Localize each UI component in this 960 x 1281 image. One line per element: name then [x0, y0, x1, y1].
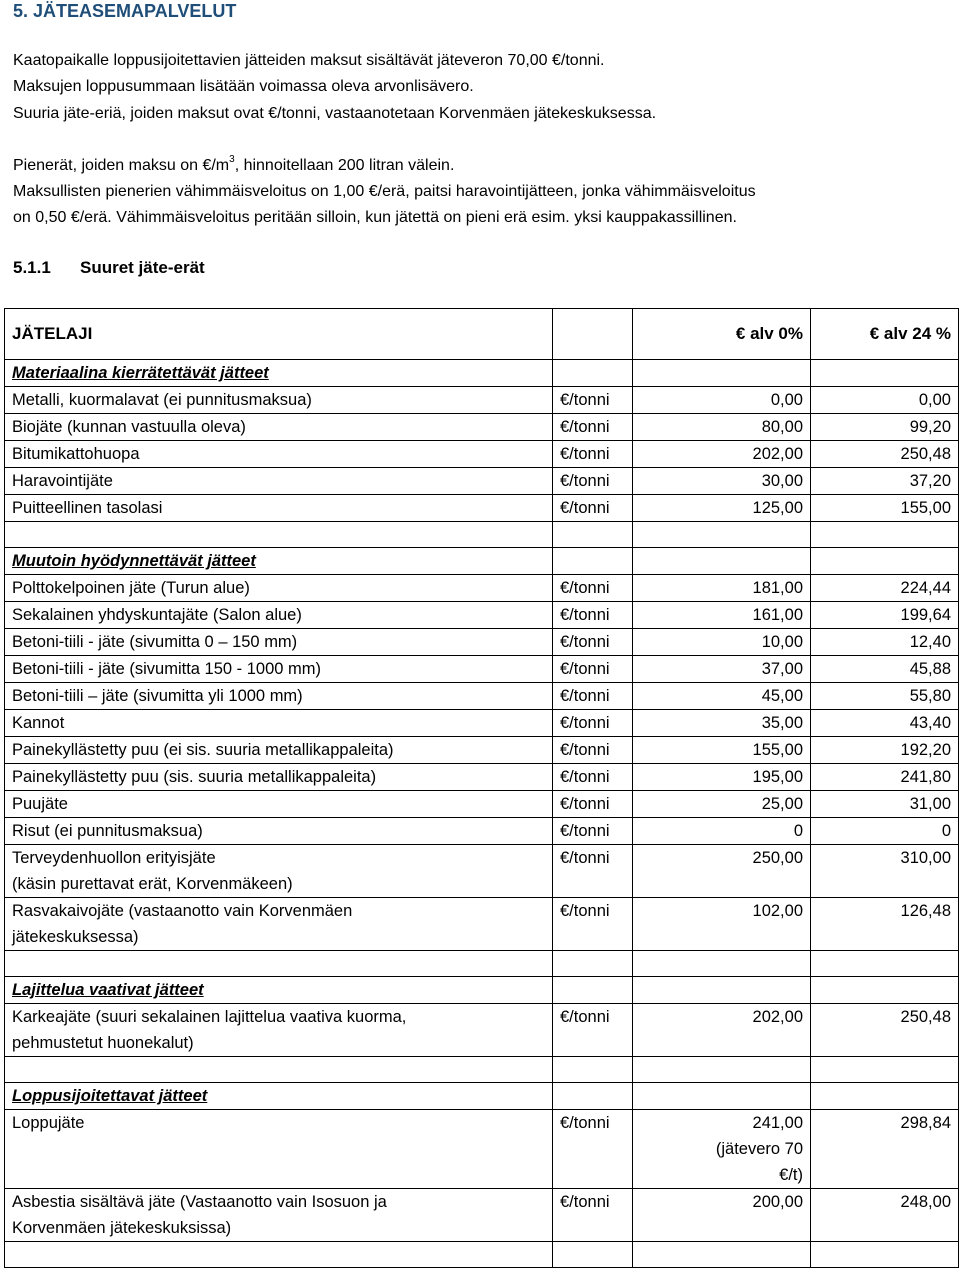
price-alv24-cell	[811, 951, 959, 977]
category-row	[5, 548, 959, 575]
price-alv0-cell: 35,00	[633, 710, 811, 737]
unit-cell	[553, 360, 633, 387]
price-alv24-cell	[811, 360, 959, 387]
waste-type-cell: Rasvakaivojäte (vastaanotto vain Korvenmäen jätekeskuksessa)	[5, 898, 553, 951]
price-alv0-cell: 45,00	[633, 683, 811, 710]
waste-type-cell: Puujäte	[5, 791, 553, 818]
table-row	[5, 683, 959, 710]
table-row	[5, 656, 959, 683]
category-row	[5, 977, 959, 1004]
unit-cell: €/tonni	[553, 1189, 633, 1242]
table-row	[5, 845, 959, 898]
price-alv24-cell: 99,20	[811, 414, 959, 441]
price-alv24-cell: 55,80	[811, 683, 959, 710]
price-alv24-cell: 248,00	[811, 1189, 959, 1242]
waste-type-cell: Metalli, kuormalavat (ei punnitusmaksua)	[5, 387, 553, 414]
unit-cell: €/tonni	[553, 629, 633, 656]
table-row	[5, 414, 959, 441]
subsection-title	[13, 258, 205, 278]
unit-cell: €/tonni	[553, 845, 633, 898]
table-row	[5, 818, 959, 845]
intro-line-2: Maksujen loppusummaan lisätään voimassa oleva arvonlisävero.	[13, 78, 474, 95]
unit-cell: €/tonni	[553, 575, 633, 602]
unit-cell: €/tonni	[553, 737, 633, 764]
header-alv0: € alv 0%	[633, 309, 811, 360]
unit-cell: €/tonni	[553, 656, 633, 683]
section-title: 5. JÄTEASEMAPALVELUT	[13, 1, 237, 21]
price-alv24-cell: 155,00	[811, 495, 959, 522]
waste-type-cell	[5, 1242, 553, 1268]
blank-row	[5, 951, 959, 977]
table-row	[5, 764, 959, 791]
table-row	[5, 602, 959, 629]
header-jatelaji: JÄTELAJI	[5, 309, 553, 360]
price-alv24-cell: 0	[811, 818, 959, 845]
intro-line-4	[13, 156, 454, 176]
unit-cell: €/tonni	[553, 468, 633, 495]
header-alv24: € alv 24 %	[811, 309, 959, 360]
table-header-row	[5, 309, 959, 360]
price-alv24-cell	[811, 977, 959, 1004]
waste-type-cell: Polttokelpoinen jäte (Turun alue)	[5, 575, 553, 602]
price-table	[4, 308, 959, 1268]
price-alv0-cell: 80,00	[633, 414, 811, 441]
unit-cell: €/tonni	[553, 441, 633, 468]
waste-type-cell: Haravointijäte	[5, 468, 553, 495]
price-alv24-cell: 31,00	[811, 791, 959, 818]
waste-type-cell: Betoni-tiili - jäte (sivumitta 0 – 150 mm)	[5, 629, 553, 656]
price-alv0-cell: 195,00	[633, 764, 811, 791]
header-unit	[553, 309, 633, 360]
price-alv24-cell: 250,48	[811, 441, 959, 468]
blank-row	[5, 1242, 959, 1268]
unit-cell: €/tonni	[553, 710, 633, 737]
waste-type-cell	[5, 951, 553, 977]
waste-type-cell: Painekyllästetty puu (sis. suuria metallikappaleita)	[5, 764, 553, 791]
unit-cell: €/tonni	[553, 898, 633, 951]
price-alv0-cell	[633, 977, 811, 1004]
category-name: Muutoin hyödynnettävät jätteet	[5, 548, 553, 575]
table-body	[5, 360, 959, 1268]
table-row	[5, 737, 959, 764]
table-row	[5, 468, 959, 495]
unit-cell	[553, 1057, 633, 1083]
price-alv24-cell	[811, 1083, 959, 1110]
category-name: Loppusijoitettavat jätteet	[5, 1083, 553, 1110]
table-row	[5, 1189, 959, 1242]
price-alv0-cell: 161,00	[633, 602, 811, 629]
price-alv0-cell: 10,00	[633, 629, 811, 656]
table-row	[5, 441, 959, 468]
intro-line-6: on 0,50 €/erä. Vähimmäisveloitus peritään silloin, kun jätettä on pieni erä esim. yksi kauppakassillinen.	[13, 209, 737, 226]
waste-type-cell: Loppujäte	[5, 1110, 553, 1189]
price-alv0-cell: 0	[633, 818, 811, 845]
table-row	[5, 898, 959, 951]
waste-type-cell: Terveydenhuollon erityisjäte (käsin purettavat erät, Korvenmäkeen)	[5, 845, 553, 898]
waste-type-cell: Bitumikattohuopa	[5, 441, 553, 468]
price-alv24-cell: 199,64	[811, 602, 959, 629]
intro-line-1: Kaatopaikalle loppusijoitettavien jätteiden maksut sisältävät jäteveron 70,00 €/tonni.	[13, 52, 605, 69]
price-alv0-cell: 102,00	[633, 898, 811, 951]
price-alv0-cell	[633, 522, 811, 548]
waste-type-cell: Sekalainen yhdyskuntajäte (Salon alue)	[5, 602, 553, 629]
waste-type-cell: Betoni-tiili - jäte (sivumitta 150 - 1000 mm)	[5, 656, 553, 683]
unit-cell	[553, 1083, 633, 1110]
unit-cell	[553, 1242, 633, 1268]
unit-cell: €/tonni	[553, 602, 633, 629]
waste-type-cell: Risut (ei punnitusmaksua)	[5, 818, 553, 845]
subsection-label: Suuret jäte-erät	[80, 258, 205, 277]
table-row	[5, 710, 959, 737]
price-alv24-cell: 126,48	[811, 898, 959, 951]
unit-cell: €/tonni	[553, 791, 633, 818]
price-alv0-cell: 0,00	[633, 387, 811, 414]
waste-type-cell: Betoni-tiili – jäte (sivumitta yli 1000 mm)	[5, 683, 553, 710]
superscript-3: 3	[229, 154, 235, 165]
price-alv24-cell	[811, 1057, 959, 1083]
price-alv24-cell: 37,20	[811, 468, 959, 495]
table-row	[5, 629, 959, 656]
price-alv0-cell: 30,00	[633, 468, 811, 495]
category-row	[5, 1083, 959, 1110]
price-alv24-cell: 224,44	[811, 575, 959, 602]
price-alv24-cell	[811, 522, 959, 548]
table-row	[5, 495, 959, 522]
price-alv0-cell: 155,00	[633, 737, 811, 764]
intro-line-3: Suuria jäte-eriä, joiden maksut ovat €/tonni, vastaanotetaan Korvenmäen jätekeskuksessa.	[13, 105, 657, 122]
price-alv0-cell	[633, 548, 811, 575]
price-alv0-cell: 200,00	[633, 1189, 811, 1242]
price-alv0-cell	[633, 951, 811, 977]
price-alv0-cell: 181,00	[633, 575, 811, 602]
unit-cell: €/tonni	[553, 387, 633, 414]
table-row	[5, 575, 959, 602]
table-row	[5, 791, 959, 818]
intro-line-4-text: Pienerät, joiden maksu on €/m	[13, 157, 230, 174]
waste-type-cell: Kannot	[5, 710, 553, 737]
unit-cell	[553, 522, 633, 548]
waste-type-cell: Painekyllästetty puu (ei sis. suuria metallikappaleita)	[5, 737, 553, 764]
intro-line-4-rest: , hinnoitellaan 200 litran välein.	[234, 157, 455, 174]
unit-cell: €/tonni	[553, 818, 633, 845]
price-alv24-cell: 310,00	[811, 845, 959, 898]
waste-type-cell	[5, 522, 553, 548]
price-alv0-cell: 250,00	[633, 845, 811, 898]
waste-type-cell: Biojäte (kunnan vastuulla oleva)	[5, 414, 553, 441]
price-alv0-cell: 25,00	[633, 791, 811, 818]
unit-cell: €/tonni	[553, 495, 633, 522]
price-alv0-cell	[633, 1242, 811, 1268]
price-alv24-cell: 192,20	[811, 737, 959, 764]
price-alv24-cell: 43,40	[811, 710, 959, 737]
unit-cell	[553, 977, 633, 1004]
unit-cell: €/tonni	[553, 764, 633, 791]
price-alv0-cell	[633, 1083, 811, 1110]
waste-type-cell	[5, 1057, 553, 1083]
price-alv24-cell: 45,88	[811, 656, 959, 683]
category-name: Lajittelua vaativat jätteet	[5, 977, 553, 1004]
unit-cell: €/tonni	[553, 414, 633, 441]
intro-line-5: Maksullisten pienerien vähimmäisveloitus on 1,00 €/erä, paitsi haravointijätteen, jonka vähimmäisveloitus	[13, 183, 756, 200]
price-alv0-cell	[633, 1057, 811, 1083]
price-alv24-cell	[811, 1242, 959, 1268]
price-alv0-cell	[633, 360, 811, 387]
price-alv24-cell: 241,80	[811, 764, 959, 791]
waste-type-cell: Asbestia sisältävä jäte (Vastaanotto vain Isosuon ja Korvenmäen jätekeskuksissa)	[5, 1189, 553, 1242]
price-alv0-cell: 125,00	[633, 495, 811, 522]
waste-type-cell: Karkeajäte (suuri sekalainen lajittelua vaativa kuorma, pehmustetut huonekalut)	[5, 1004, 553, 1057]
blank-row	[5, 522, 959, 548]
waste-type-cell: Puitteellinen tasolasi	[5, 495, 553, 522]
category-name: Materiaalina kierrätettävät jätteet	[5, 360, 553, 387]
price-alv24-cell: 12,40	[811, 629, 959, 656]
price-alv24-cell: 0,00	[811, 387, 959, 414]
unit-cell: €/tonni	[553, 1110, 633, 1189]
price-alv0-cell: 202,00	[633, 441, 811, 468]
price-alv24-cell: 298,84	[811, 1110, 959, 1189]
category-row	[5, 360, 959, 387]
table-row	[5, 387, 959, 414]
subsection-number: 5.1.1	[13, 258, 51, 277]
unit-cell	[553, 951, 633, 977]
blank-row	[5, 1057, 959, 1083]
price-alv0-cell: 202,00	[633, 1004, 811, 1057]
unit-cell: €/tonni	[553, 1004, 633, 1057]
price-alv0-cell: 37,00	[633, 656, 811, 683]
unit-cell	[553, 548, 633, 575]
price-alv24-cell: 250,48	[811, 1004, 959, 1057]
table-row	[5, 1004, 959, 1057]
price-alv24-cell	[811, 548, 959, 575]
price-alv0-cell: 241,00 (jätevero 70 €/t)	[633, 1110, 811, 1189]
unit-cell: €/tonni	[553, 683, 633, 710]
table-row	[5, 1110, 959, 1189]
